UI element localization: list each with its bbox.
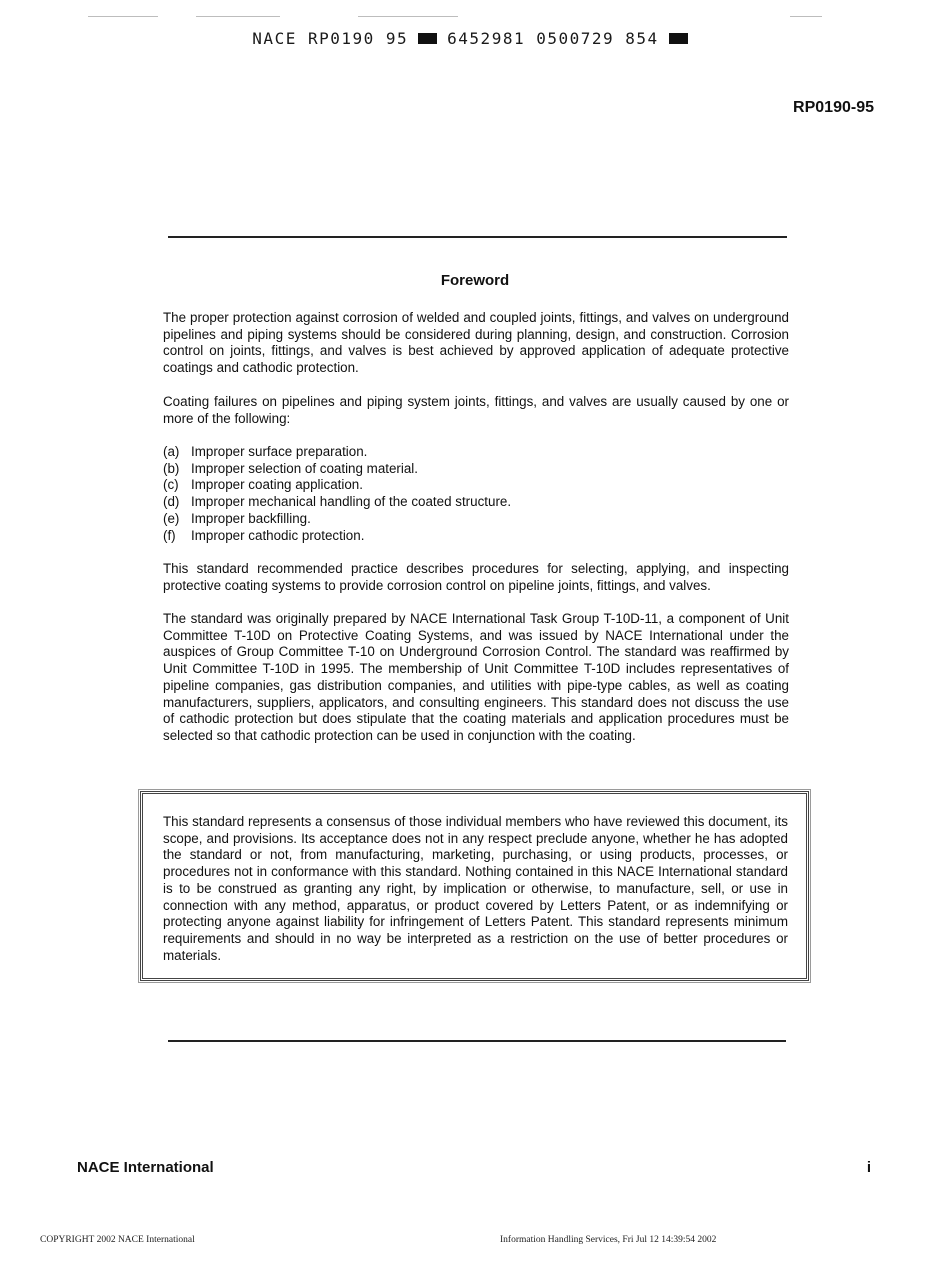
list-marker: (b) [163, 460, 180, 476]
scan-header-code [0, 29, 950, 48]
list-item-text: Improper selection of coating material. [191, 460, 419, 476]
list-marker: (a) [163, 444, 180, 459]
consensus-notice-box [140, 791, 809, 981]
list-item-text: Improper coating application. [191, 477, 363, 493]
foreword-paragraph-4: The standard was originally prepared by NACE International Task Group T-10D-11, a component of Unit Committee T-10D on Protective Coating Systems, and was issued by NACE International under the auspices of Group Committee T-10 on Underground Corrosion Control. The standard was reaffirmed by Unit Committee T-10D in 1995. The membership of Unit Committee T-10D includes representatives of pipeline companies, gas distribution companies, and utilities with pipe-type cables, as well as coating manufacturers, suppliers, applicators, and consulting engineers. This standard does not discuss the use of cathodic protection but does stipulate that the coating materials and application procedures must be selected so that cathodic protection can be used in conjunction with the coating. [163, 611, 789, 743]
foreword-paragraph-3: This standard recommended practice describes procedures for selecting, applying, and inspecting protective coating systems to provide corrosion control on pipeline joints, fittings, and valves. [163, 561, 789, 593]
scan-artifact-line [358, 16, 458, 17]
foreword-title: Foreword [440, 272, 510, 289]
list-item-text: Improper mechanical handling of the coated structure. [191, 494, 512, 510]
failure-causes-list [163, 444, 789, 544]
list-item [163, 461, 789, 478]
list-item [163, 528, 789, 545]
list-item-text: Improper backfilling. [191, 510, 311, 526]
scan-code-b: 6452981 0500729 854 [447, 29, 659, 48]
copyright-notice: COPYRIGHT 2002 NACE International [40, 1235, 195, 1245]
list-marker: (c) [163, 477, 179, 493]
scan-artifact-line [790, 16, 822, 17]
list-item-text: Improper cathodic protection. [191, 527, 365, 543]
list-marker: (e) [163, 510, 180, 526]
document-code: RP0190-95 [793, 99, 874, 116]
scan-artifact-line [88, 16, 158, 17]
foreword-paragraph-1: The proper protection against corrosion of welded and coupled joints, fittings, and valves on underground pipelines and piping systems should be considered during planning, design, and construction. Corrosion control on joints, fittings, and valves is best achieved by approved application of adequate protective coatings and cathodic protection. [163, 310, 789, 376]
list-marker: (f) [163, 527, 176, 543]
list-item [163, 494, 789, 511]
footer-organization: NACE International [77, 1159, 214, 1176]
list-item [163, 477, 789, 494]
barcode-block-icon [418, 33, 437, 44]
service-stamp: Information Handling Services, Fri Jul 12 14:39:54 2002 [500, 1235, 717, 1245]
bottom-divider [168, 1040, 786, 1042]
foreword-paragraph-2: Coating failures on pipelines and piping system joints, fittings, and valves are usually caused by one or more of the following: [163, 394, 789, 426]
scan-code-a: NACE RP0190 95 [252, 29, 409, 48]
consensus-notice-text: This standard represents a consensus of those individual members who have reviewed this document, its scope, and provisions. Its acceptance does not in any respect preclude anyone, whether he has adopted the standard or not, from manufacturing, marketing, purchasing, or using products, processes, or procedures not in conformance with this standard. Nothing contained in this NACE International standard is to be construed as granting any right, by implication or otherwise, to manufacture, sell, or use in connection with any method, apparatus, or product covered by Letters Patent, or as indemnifying or protecting anyone against liability for infringement of Letters Patent. This standard represents minimum requirements and should in no way be interpreted as a restriction on the use of better procedures or materials. [163, 814, 788, 963]
page-number: i [866, 1159, 871, 1176]
list-marker: (d) [163, 494, 180, 510]
list-item-text: Improper surface preparation. [191, 444, 368, 459]
barcode-block-icon [669, 33, 688, 44]
top-divider [168, 236, 787, 238]
scan-artifact-line [196, 16, 280, 17]
list-item [163, 511, 789, 528]
list-item [163, 444, 789, 461]
